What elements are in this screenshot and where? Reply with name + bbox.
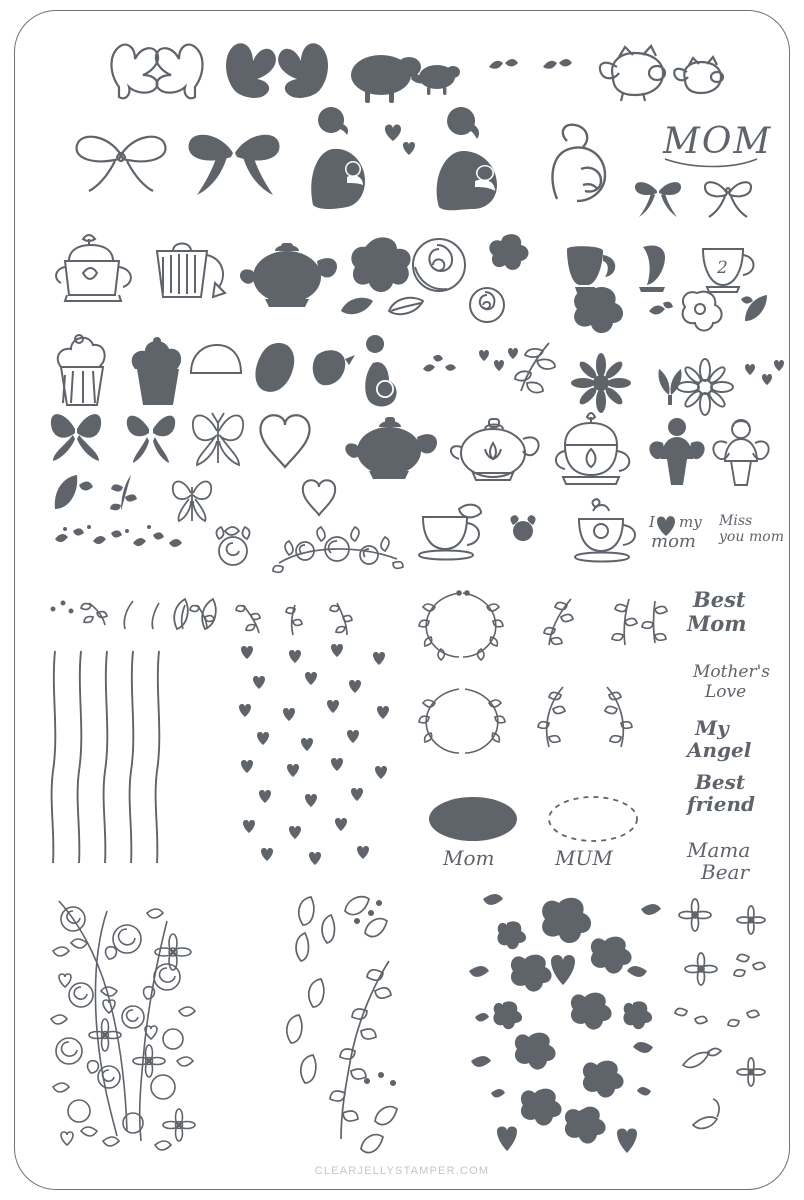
design-angel-wings-outline (112, 45, 203, 99)
design-vertical-wavy-lines (52, 651, 160, 863)
design-heart-outline-large (260, 415, 309, 467)
design-sprig-spray (544, 599, 573, 645)
design-heart-pair (385, 125, 415, 156)
design-butterfly-solid (51, 414, 101, 461)
design-watering-can-outline (157, 244, 225, 298)
design-teapot-solid-2 (345, 417, 437, 479)
design-floral-cluster-solid (469, 894, 661, 1153)
design-flower-outline-round (683, 292, 722, 331)
svg-text:I: I (649, 513, 655, 531)
design-teacup-outline-leaf (419, 505, 481, 560)
design-flower-solid-blob (351, 237, 410, 292)
design-mothers-love (692, 662, 770, 702)
design-teacup-outline-2 (703, 249, 754, 292)
design-best-friend (685, 770, 755, 816)
svg-text:Miss: Miss (719, 513, 753, 529)
design-teacup-outline-floral (575, 499, 635, 562)
svg-text:my: my (679, 513, 702, 531)
design-bow-solid (189, 135, 280, 195)
design-sheep-solid-small (419, 65, 460, 95)
design-sheep-solid-large (351, 55, 425, 103)
design-laurel-wreath-open (419, 689, 505, 753)
design-tiny-sprig-solid (649, 302, 673, 315)
design-small-flower-scatter-outline (675, 899, 765, 1128)
svg-text:Best: Best (693, 587, 746, 612)
svg-text:friend: friend (687, 792, 755, 816)
design-mom-script-large (662, 121, 772, 167)
design-mother-baby-line-art (553, 125, 605, 201)
design-angel-wings-solid (226, 43, 328, 98)
design-scattered-leaves-sprigs-outline (287, 897, 397, 1153)
design-flying-pig-outline-small (674, 57, 723, 93)
svg-text:Mom: Mom (443, 846, 495, 870)
svg-text:mom: mom (749, 529, 784, 545)
design-baby-bean-solid (255, 343, 294, 392)
design-half-dome-outline (191, 345, 241, 373)
design-mother-cradling-baby-solid (437, 107, 497, 210)
design-rose-outline (413, 239, 465, 291)
design-angel-solid (649, 418, 704, 485)
design-miss-you-mom (718, 513, 784, 545)
svg-text:Best: Best (695, 770, 746, 794)
svg-text:Love: Love (705, 682, 747, 702)
design-butterfly-outline (193, 413, 243, 465)
svg-text:mom: mom (651, 531, 696, 552)
design-flower-solid-bloom (574, 287, 623, 333)
design-daisy-solid (571, 353, 631, 413)
design-bird-solid (313, 350, 355, 385)
design-tiny-leaf-hearts (489, 59, 572, 69)
svg-text:My: My (695, 716, 729, 740)
design-flower-solid-small (489, 234, 528, 270)
design-cupcake-outline (58, 335, 105, 405)
design-teapot-outline-tulip (451, 419, 539, 480)
design-leaf-outline (389, 298, 423, 314)
design-bow-outline (77, 137, 166, 191)
design-oval-solid-mom (429, 797, 517, 870)
design-sprig-solid (110, 475, 137, 511)
svg-text:Bear: Bear (701, 860, 750, 884)
design-butterfly-split-solid (127, 416, 175, 463)
plate-body (14, 10, 790, 1190)
design-teapot-outline-leaf (556, 413, 629, 484)
design-cupcake-solid (132, 337, 181, 405)
design-rose-outline-small-2 (470, 288, 504, 322)
design-leaf-solid-pair (55, 475, 93, 509)
design-rose-outline-small-3 (216, 527, 249, 565)
design-tiny-hearts (479, 348, 518, 371)
svg-text:MUM: MUM (555, 846, 613, 870)
design-half-wreath-outline (538, 687, 632, 747)
design-leaf-solid (341, 298, 373, 314)
design-leaf-outline-pair (174, 599, 216, 629)
design-sprout-solid (658, 369, 681, 405)
svg-text:MOM: MOM (663, 121, 773, 162)
design-small-bow-outline (705, 182, 751, 217)
design-flying-pig-outline-large (600, 46, 665, 101)
design-falling-hearts-pattern (239, 644, 389, 865)
design-my-angel (685, 716, 752, 762)
svg-text:Mama: Mama (687, 838, 751, 862)
design-small-flower-solid (510, 515, 535, 553)
design-oval-dotted-mum (549, 797, 637, 870)
design-heart-outline-small (303, 480, 335, 515)
design-leaf-spray-solid (741, 295, 767, 321)
design-leafy-branch-outline (515, 343, 555, 393)
design-pregnant-silhouette-solid (365, 335, 396, 406)
design-creamer-jug-solid (567, 246, 615, 293)
design-branch-outline (236, 603, 352, 635)
design-mother-holding-baby-solid (311, 107, 365, 209)
design-teapot-outline-heart (56, 235, 131, 301)
svg-text:Mother's: Mother's (693, 662, 771, 682)
svg-text:2: 2 (717, 258, 728, 278)
svg-text:Mom: Mom (687, 611, 747, 636)
plate-artwork (15, 11, 791, 1191)
design-i-love-my-mom (648, 513, 702, 552)
design-falling-leaves (612, 599, 667, 645)
design-dash-sprig (423, 355, 456, 372)
design-teapot-solid (240, 243, 337, 307)
design-laurel-wreath-outline (419, 591, 503, 660)
watermark-text: CLEARJELLYSTAMPER.COM (314, 1165, 490, 1177)
design-floral-garland-outline (273, 527, 403, 572)
design-butterfly-line (173, 482, 211, 522)
design-sprig-row-outline (51, 601, 214, 629)
design-mama-bear (686, 838, 750, 884)
design-best-mom (686, 587, 746, 636)
svg-text:you: you (719, 529, 745, 545)
design-flower-outline-daisy (677, 359, 733, 415)
design-full-floral-panel-outline (51, 901, 195, 1150)
design-angel-outline (713, 420, 768, 485)
design-scattered-sprigs-border (55, 525, 182, 547)
svg-text:Angel: Angel (687, 738, 752, 762)
design-small-bow-solid (635, 182, 681, 217)
design-teacup-half-solid (639, 245, 665, 292)
design-tiny-hearts-2 (745, 360, 784, 385)
